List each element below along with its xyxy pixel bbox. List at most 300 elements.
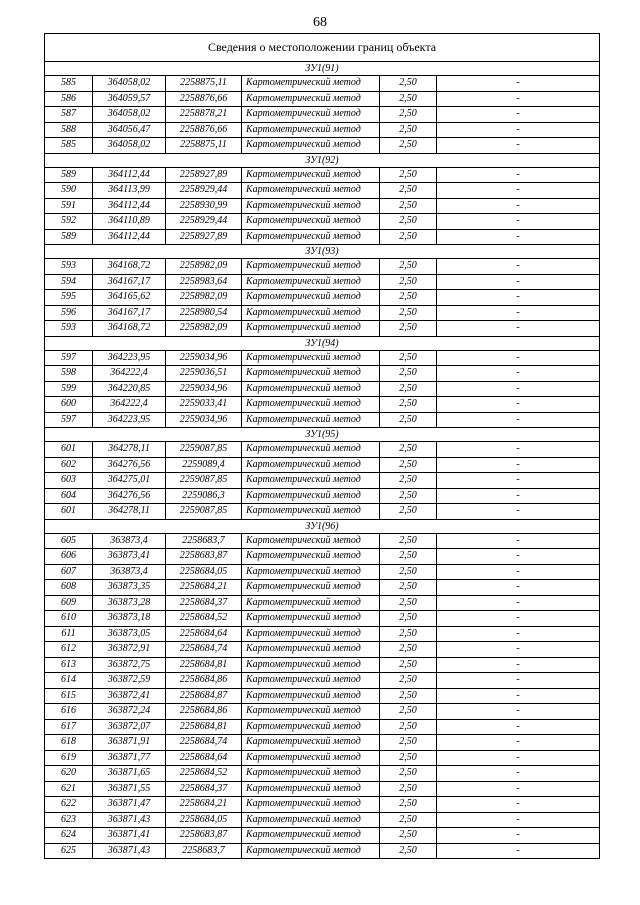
accuracy-cell: 2,50 bbox=[380, 381, 437, 397]
method-cell: Картометрический метод bbox=[242, 580, 380, 596]
point-number-cell: 590 bbox=[45, 183, 93, 199]
method-cell: Картометрический метод bbox=[242, 812, 380, 828]
description-cell: - bbox=[437, 138, 600, 154]
y-coordinate-cell: 2259034,96 bbox=[166, 412, 242, 428]
description-cell: - bbox=[437, 442, 600, 458]
point-number-cell: 587 bbox=[45, 107, 93, 123]
description-cell: - bbox=[437, 488, 600, 504]
y-coordinate-cell: 2258875,11 bbox=[166, 76, 242, 92]
method-cell: Картометрический метод bbox=[242, 719, 380, 735]
method-cell: Картометрический метод bbox=[242, 366, 380, 382]
method-cell: Картометрический метод bbox=[242, 442, 380, 458]
x-coordinate-cell: 364058,02 bbox=[93, 107, 166, 123]
point-number-cell: 599 bbox=[45, 381, 93, 397]
table-row bbox=[45, 350, 600, 366]
accuracy-cell: 2,50 bbox=[380, 473, 437, 489]
description-cell: - bbox=[437, 457, 600, 473]
description-cell: - bbox=[437, 229, 600, 245]
y-coordinate-cell: 2258929,44 bbox=[166, 214, 242, 230]
point-number-cell: 622 bbox=[45, 797, 93, 813]
method-cell: Картометрический метод bbox=[242, 642, 380, 658]
table-row bbox=[45, 290, 600, 306]
point-number-cell: 598 bbox=[45, 366, 93, 382]
method-cell: Картометрический метод bbox=[242, 750, 380, 766]
group-header-row bbox=[45, 245, 600, 259]
y-coordinate-cell: 2258878,21 bbox=[166, 107, 242, 123]
group-header-row bbox=[45, 153, 600, 167]
x-coordinate-cell: 363871,43 bbox=[93, 843, 166, 859]
description-cell: - bbox=[437, 735, 600, 751]
y-coordinate-cell: 2259034,96 bbox=[166, 350, 242, 366]
accuracy-cell: 2,50 bbox=[380, 781, 437, 797]
point-number-cell: 601 bbox=[45, 504, 93, 520]
accuracy-cell: 2,50 bbox=[380, 305, 437, 321]
y-coordinate-cell: 2258684,86 bbox=[166, 704, 242, 720]
y-coordinate-cell: 2258684,86 bbox=[166, 673, 242, 689]
accuracy-cell: 2,50 bbox=[380, 611, 437, 627]
accuracy-cell: 2,50 bbox=[380, 412, 437, 428]
point-number-cell: 597 bbox=[45, 412, 93, 428]
accuracy-cell: 2,50 bbox=[380, 828, 437, 844]
description-cell: - bbox=[437, 381, 600, 397]
description-cell: - bbox=[437, 290, 600, 306]
table-row bbox=[45, 107, 600, 123]
point-number-cell: 615 bbox=[45, 688, 93, 704]
method-cell: Картометрический метод bbox=[242, 781, 380, 797]
table-row bbox=[45, 366, 600, 382]
x-coordinate-cell: 363871,77 bbox=[93, 750, 166, 766]
x-coordinate-cell: 363873,4 bbox=[93, 533, 166, 549]
method-cell: Картометрический метод bbox=[242, 305, 380, 321]
method-cell: Картометрический метод bbox=[242, 350, 380, 366]
point-number-cell: 604 bbox=[45, 488, 93, 504]
accuracy-cell: 2,50 bbox=[380, 843, 437, 859]
description-cell: - bbox=[437, 564, 600, 580]
table-row bbox=[45, 305, 600, 321]
x-coordinate-cell: 363871,65 bbox=[93, 766, 166, 782]
method-cell: Картометрический метод bbox=[242, 488, 380, 504]
y-coordinate-cell: 2258982,09 bbox=[166, 259, 242, 275]
method-cell: Картометрический метод bbox=[242, 843, 380, 859]
x-coordinate-cell: 364276,56 bbox=[93, 488, 166, 504]
x-coordinate-cell: 364165,62 bbox=[93, 290, 166, 306]
table-title-row bbox=[45, 34, 600, 62]
description-cell: - bbox=[437, 350, 600, 366]
page-number: 68 bbox=[313, 15, 327, 30]
description-cell: - bbox=[437, 533, 600, 549]
accuracy-cell: 2,50 bbox=[380, 642, 437, 658]
accuracy-cell: 2,50 bbox=[380, 797, 437, 813]
y-coordinate-cell: 2258683,7 bbox=[166, 843, 242, 859]
table-row bbox=[45, 533, 600, 549]
x-coordinate-cell: 363873,28 bbox=[93, 595, 166, 611]
accuracy-cell: 2,50 bbox=[380, 766, 437, 782]
method-cell: Картометрический метод bbox=[242, 167, 380, 183]
y-coordinate-cell: 2258683,7 bbox=[166, 533, 242, 549]
description-cell: - bbox=[437, 549, 600, 565]
y-coordinate-cell: 2259033,41 bbox=[166, 397, 242, 413]
group-header-row bbox=[45, 336, 600, 350]
method-cell: Картометрический метод bbox=[242, 198, 380, 214]
accuracy-cell: 2,50 bbox=[380, 657, 437, 673]
table-row bbox=[45, 580, 600, 596]
group-label: ЗУ1(91) bbox=[45, 62, 600, 76]
description-cell: - bbox=[437, 657, 600, 673]
accuracy-cell: 2,50 bbox=[380, 167, 437, 183]
accuracy-cell: 2,50 bbox=[380, 688, 437, 704]
y-coordinate-cell: 2258683,87 bbox=[166, 549, 242, 565]
x-coordinate-cell: 364056,47 bbox=[93, 122, 166, 138]
description-cell: - bbox=[437, 259, 600, 275]
x-coordinate-cell: 364222,4 bbox=[93, 397, 166, 413]
accuracy-cell: 2,50 bbox=[380, 504, 437, 520]
y-coordinate-cell: 2258927,89 bbox=[166, 167, 242, 183]
table-row bbox=[45, 183, 600, 199]
description-cell: - bbox=[437, 76, 600, 92]
x-coordinate-cell: 364113,99 bbox=[93, 183, 166, 199]
y-coordinate-cell: 2258983,64 bbox=[166, 274, 242, 290]
group-header-row bbox=[45, 428, 600, 442]
x-coordinate-cell: 363872,75 bbox=[93, 657, 166, 673]
point-number-cell: 623 bbox=[45, 812, 93, 828]
description-cell: - bbox=[437, 843, 600, 859]
x-coordinate-cell: 364222,4 bbox=[93, 366, 166, 382]
y-coordinate-cell: 2258927,89 bbox=[166, 229, 242, 245]
x-coordinate-cell: 364223,95 bbox=[93, 350, 166, 366]
table-row bbox=[45, 488, 600, 504]
table-row bbox=[45, 381, 600, 397]
point-number-cell: 606 bbox=[45, 549, 93, 565]
description-cell: - bbox=[437, 183, 600, 199]
method-cell: Картометрический метод bbox=[242, 259, 380, 275]
table-row bbox=[45, 214, 600, 230]
table-row bbox=[45, 564, 600, 580]
method-cell: Картометрический метод bbox=[242, 107, 380, 123]
accuracy-cell: 2,50 bbox=[380, 229, 437, 245]
y-coordinate-cell: 2258980,54 bbox=[166, 305, 242, 321]
y-coordinate-cell: 2258684,81 bbox=[166, 657, 242, 673]
method-cell: Картометрический метод bbox=[242, 595, 380, 611]
description-cell: - bbox=[437, 595, 600, 611]
group-label: ЗУ1(96) bbox=[45, 519, 600, 533]
accuracy-cell: 2,50 bbox=[380, 626, 437, 642]
accuracy-cell: 2,50 bbox=[380, 76, 437, 92]
table-row bbox=[45, 122, 600, 138]
x-coordinate-cell: 363871,47 bbox=[93, 797, 166, 813]
x-coordinate-cell: 364220,85 bbox=[93, 381, 166, 397]
y-coordinate-cell: 2258930,99 bbox=[166, 198, 242, 214]
accuracy-cell: 2,50 bbox=[380, 564, 437, 580]
x-coordinate-cell: 363871,55 bbox=[93, 781, 166, 797]
x-coordinate-cell: 363872,59 bbox=[93, 673, 166, 689]
description-cell: - bbox=[437, 214, 600, 230]
accuracy-cell: 2,50 bbox=[380, 488, 437, 504]
y-coordinate-cell: 2258982,09 bbox=[166, 321, 242, 337]
y-coordinate-cell: 2258684,87 bbox=[166, 688, 242, 704]
table-row bbox=[45, 442, 600, 458]
x-coordinate-cell: 364112,44 bbox=[93, 167, 166, 183]
table-row bbox=[45, 843, 600, 859]
y-coordinate-cell: 2259087,85 bbox=[166, 473, 242, 489]
description-cell: - bbox=[437, 812, 600, 828]
description-cell: - bbox=[437, 412, 600, 428]
description-cell: - bbox=[437, 719, 600, 735]
accuracy-cell: 2,50 bbox=[380, 595, 437, 611]
group-label: ЗУ1(93) bbox=[45, 245, 600, 259]
point-number-cell: 605 bbox=[45, 533, 93, 549]
table-row bbox=[45, 657, 600, 673]
description-cell: - bbox=[437, 473, 600, 489]
accuracy-cell: 2,50 bbox=[380, 397, 437, 413]
point-number-cell: 585 bbox=[45, 138, 93, 154]
method-cell: Картометрический метод bbox=[242, 473, 380, 489]
accuracy-cell: 2,50 bbox=[380, 549, 437, 565]
point-number-cell: 616 bbox=[45, 704, 93, 720]
group-header-row bbox=[45, 62, 600, 76]
table-row bbox=[45, 274, 600, 290]
y-coordinate-cell: 2258684,64 bbox=[166, 750, 242, 766]
point-number-cell: 611 bbox=[45, 626, 93, 642]
point-number-cell: 601 bbox=[45, 442, 93, 458]
accuracy-cell: 2,50 bbox=[380, 122, 437, 138]
method-cell: Картометрический метод bbox=[242, 504, 380, 520]
method-cell: Картометрический метод bbox=[242, 183, 380, 199]
description-cell: - bbox=[437, 673, 600, 689]
accuracy-cell: 2,50 bbox=[380, 350, 437, 366]
x-coordinate-cell: 364110,89 bbox=[93, 214, 166, 230]
accuracy-cell: 2,50 bbox=[380, 274, 437, 290]
accuracy-cell: 2,50 bbox=[380, 107, 437, 123]
x-coordinate-cell: 364167,17 bbox=[93, 305, 166, 321]
method-cell: Картометрический метод bbox=[242, 766, 380, 782]
point-number-cell: 607 bbox=[45, 564, 93, 580]
description-cell: - bbox=[437, 611, 600, 627]
x-coordinate-cell: 363872,07 bbox=[93, 719, 166, 735]
description-cell: - bbox=[437, 704, 600, 720]
table-row bbox=[45, 735, 600, 751]
x-coordinate-cell: 364276,56 bbox=[93, 457, 166, 473]
accuracy-cell: 2,50 bbox=[380, 91, 437, 107]
table-row bbox=[45, 828, 600, 844]
table-row bbox=[45, 766, 600, 782]
y-coordinate-cell: 2258875,11 bbox=[166, 138, 242, 154]
y-coordinate-cell: 2258684,52 bbox=[166, 766, 242, 782]
description-cell: - bbox=[437, 198, 600, 214]
method-cell: Картометрический метод bbox=[242, 138, 380, 154]
y-coordinate-cell: 2258684,37 bbox=[166, 781, 242, 797]
point-number-cell: 620 bbox=[45, 766, 93, 782]
y-coordinate-cell: 2258684,74 bbox=[166, 735, 242, 751]
x-coordinate-cell: 363873,4 bbox=[93, 564, 166, 580]
method-cell: Картометрический метод bbox=[242, 626, 380, 642]
group-header-row bbox=[45, 519, 600, 533]
table-row bbox=[45, 76, 600, 92]
accuracy-cell: 2,50 bbox=[380, 214, 437, 230]
boundary-table bbox=[44, 33, 600, 859]
x-coordinate-cell: 363872,41 bbox=[93, 688, 166, 704]
description-cell: - bbox=[437, 274, 600, 290]
description-cell: - bbox=[437, 91, 600, 107]
y-coordinate-cell: 2258876,66 bbox=[166, 91, 242, 107]
y-coordinate-cell: 2258876,66 bbox=[166, 122, 242, 138]
description-cell: - bbox=[437, 167, 600, 183]
accuracy-cell: 2,50 bbox=[380, 673, 437, 689]
y-coordinate-cell: 2259036,51 bbox=[166, 366, 242, 382]
table-row bbox=[45, 750, 600, 766]
accuracy-cell: 2,50 bbox=[380, 735, 437, 751]
point-number-cell: 589 bbox=[45, 229, 93, 245]
description-cell: - bbox=[437, 305, 600, 321]
table-row bbox=[45, 91, 600, 107]
table-row bbox=[45, 611, 600, 627]
method-cell: Картометрический метод bbox=[242, 828, 380, 844]
point-number-cell: 608 bbox=[45, 580, 93, 596]
x-coordinate-cell: 364058,02 bbox=[93, 76, 166, 92]
table-row bbox=[45, 259, 600, 275]
method-cell: Картометрический метод bbox=[242, 673, 380, 689]
point-number-cell: 619 bbox=[45, 750, 93, 766]
x-coordinate-cell: 364112,44 bbox=[93, 229, 166, 245]
method-cell: Картометрический метод bbox=[242, 321, 380, 337]
table-row bbox=[45, 167, 600, 183]
x-coordinate-cell: 364112,44 bbox=[93, 198, 166, 214]
method-cell: Картометрический метод bbox=[242, 214, 380, 230]
description-cell: - bbox=[437, 366, 600, 382]
method-cell: Картометрический метод bbox=[242, 797, 380, 813]
accuracy-cell: 2,50 bbox=[380, 704, 437, 720]
y-coordinate-cell: 2259089,4 bbox=[166, 457, 242, 473]
point-number-cell: 617 bbox=[45, 719, 93, 735]
method-cell: Картометрический метод bbox=[242, 381, 380, 397]
group-label: ЗУ1(95) bbox=[45, 428, 600, 442]
point-number-cell: 593 bbox=[45, 259, 93, 275]
description-cell: - bbox=[437, 504, 600, 520]
table-row bbox=[45, 321, 600, 337]
point-number-cell: 621 bbox=[45, 781, 93, 797]
description-cell: - bbox=[437, 828, 600, 844]
accuracy-cell: 2,50 bbox=[380, 719, 437, 735]
table-row bbox=[45, 198, 600, 214]
description-cell: - bbox=[437, 626, 600, 642]
description-cell: - bbox=[437, 107, 600, 123]
point-number-cell: 591 bbox=[45, 198, 93, 214]
y-coordinate-cell: 2258684,05 bbox=[166, 564, 242, 580]
point-number-cell: 600 bbox=[45, 397, 93, 413]
point-number-cell: 602 bbox=[45, 457, 93, 473]
description-cell: - bbox=[437, 766, 600, 782]
method-cell: Картометрический метод bbox=[242, 274, 380, 290]
point-number-cell: 603 bbox=[45, 473, 93, 489]
y-coordinate-cell: 2258684,05 bbox=[166, 812, 242, 828]
x-coordinate-cell: 364168,72 bbox=[93, 259, 166, 275]
description-cell: - bbox=[437, 122, 600, 138]
table-title: Сведения о местоположении границ объекта bbox=[45, 34, 600, 62]
description-cell: - bbox=[437, 781, 600, 797]
method-cell: Картометрический метод bbox=[242, 688, 380, 704]
table-row bbox=[45, 797, 600, 813]
y-coordinate-cell: 2258684,21 bbox=[166, 797, 242, 813]
table-row bbox=[45, 673, 600, 689]
point-number-cell: 610 bbox=[45, 611, 93, 627]
point-number-cell: 594 bbox=[45, 274, 93, 290]
description-cell: - bbox=[437, 750, 600, 766]
x-coordinate-cell: 364278,11 bbox=[93, 504, 166, 520]
method-cell: Картометрический метод bbox=[242, 533, 380, 549]
method-cell: Картометрический метод bbox=[242, 457, 380, 473]
y-coordinate-cell: 2258684,64 bbox=[166, 626, 242, 642]
table-row bbox=[45, 719, 600, 735]
point-number-cell: 593 bbox=[45, 321, 93, 337]
accuracy-cell: 2,50 bbox=[380, 580, 437, 596]
description-cell: - bbox=[437, 688, 600, 704]
accuracy-cell: 2,50 bbox=[380, 138, 437, 154]
method-cell: Картометрический метод bbox=[242, 397, 380, 413]
accuracy-cell: 2,50 bbox=[380, 750, 437, 766]
description-cell: - bbox=[437, 580, 600, 596]
x-coordinate-cell: 363871,41 bbox=[93, 828, 166, 844]
method-cell: Картометрический метод bbox=[242, 735, 380, 751]
table-row bbox=[45, 229, 600, 245]
description-cell: - bbox=[437, 321, 600, 337]
point-number-cell: 597 bbox=[45, 350, 93, 366]
table-row bbox=[45, 688, 600, 704]
method-cell: Картометрический метод bbox=[242, 704, 380, 720]
method-cell: Картометрический метод bbox=[242, 290, 380, 306]
method-cell: Картометрический метод bbox=[242, 229, 380, 245]
y-coordinate-cell: 2258683,87 bbox=[166, 828, 242, 844]
point-number-cell: 613 bbox=[45, 657, 93, 673]
x-coordinate-cell: 363871,43 bbox=[93, 812, 166, 828]
point-number-cell: 589 bbox=[45, 167, 93, 183]
description-cell: - bbox=[437, 397, 600, 413]
point-number-cell: 588 bbox=[45, 122, 93, 138]
point-number-cell: 596 bbox=[45, 305, 93, 321]
x-coordinate-cell: 364058,02 bbox=[93, 138, 166, 154]
method-cell: Картометрический метод bbox=[242, 611, 380, 627]
description-cell: - bbox=[437, 642, 600, 658]
table-row bbox=[45, 473, 600, 489]
x-coordinate-cell: 364275,01 bbox=[93, 473, 166, 489]
table-row bbox=[45, 504, 600, 520]
x-coordinate-cell: 364168,72 bbox=[93, 321, 166, 337]
table-row bbox=[45, 138, 600, 154]
group-label: ЗУ1(92) bbox=[45, 153, 600, 167]
accuracy-cell: 2,50 bbox=[380, 812, 437, 828]
y-coordinate-cell: 2259086,3 bbox=[166, 488, 242, 504]
accuracy-cell: 2,50 bbox=[380, 259, 437, 275]
table-row bbox=[45, 781, 600, 797]
x-coordinate-cell: 363873,18 bbox=[93, 611, 166, 627]
y-coordinate-cell: 2258684,81 bbox=[166, 719, 242, 735]
y-coordinate-cell: 2258684,74 bbox=[166, 642, 242, 658]
accuracy-cell: 2,50 bbox=[380, 457, 437, 473]
point-number-cell: 618 bbox=[45, 735, 93, 751]
y-coordinate-cell: 2258929,44 bbox=[166, 183, 242, 199]
method-cell: Картометрический метод bbox=[242, 412, 380, 428]
y-coordinate-cell: 2258982,09 bbox=[166, 290, 242, 306]
point-number-cell: 624 bbox=[45, 828, 93, 844]
y-coordinate-cell: 2259087,85 bbox=[166, 442, 242, 458]
x-coordinate-cell: 363872,24 bbox=[93, 704, 166, 720]
table-row bbox=[45, 812, 600, 828]
x-coordinate-cell: 363873,35 bbox=[93, 580, 166, 596]
point-number-cell: 592 bbox=[45, 214, 93, 230]
x-coordinate-cell: 364278,11 bbox=[93, 442, 166, 458]
method-cell: Картометрический метод bbox=[242, 564, 380, 580]
x-coordinate-cell: 364223,95 bbox=[93, 412, 166, 428]
method-cell: Картометрический метод bbox=[242, 122, 380, 138]
accuracy-cell: 2,50 bbox=[380, 290, 437, 306]
